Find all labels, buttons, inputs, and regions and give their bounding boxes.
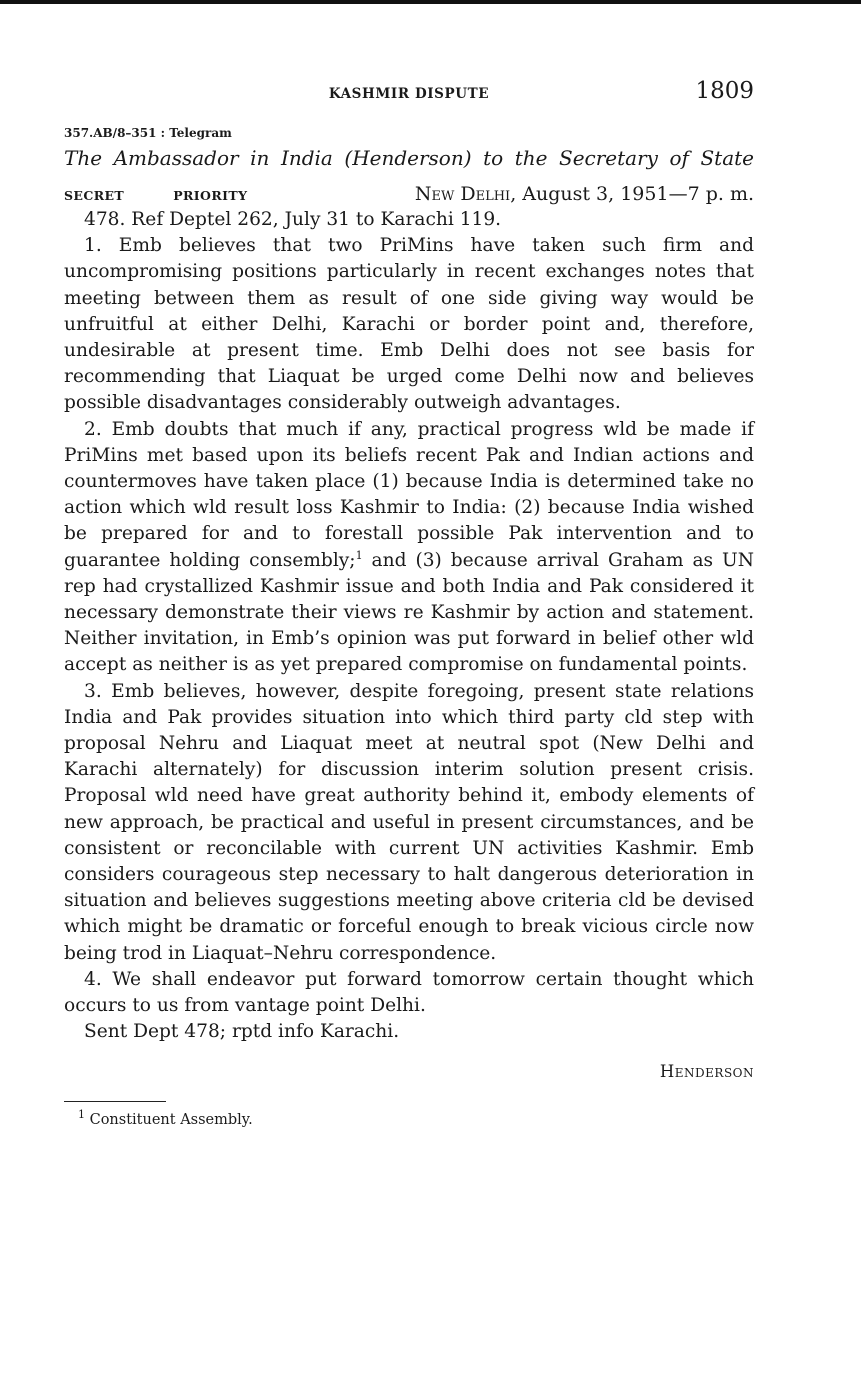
paragraph-4: 4. We shall endeavor put forward tomorrow certain thought which occurs to us from vantage point Delhi. (64, 968, 754, 1017)
footnote-reference: 1 (355, 548, 363, 562)
footnote-text: Constituent Assembly. (85, 1111, 253, 1128)
running-head (64, 78, 754, 112)
paragraph-2-text-b: and (3) because arrival Graham as UN rep had crystallized Kashmir issue and both India and Pak considered it necessary demonstrate their views re Kashmir by action and statement. Neither invitation, in Emb’s opinion was put forward in belief other wld accept as neither is as yet prepared compromise on fundamental points. (64, 549, 754, 676)
dateline-city: New Delhi (414, 183, 511, 205)
file-reference: 357.AB/8–351 : Telegram (64, 126, 232, 140)
dateline-date: , August 3, 1951—7 p. m. (510, 183, 754, 205)
footnote-marker: 1 (78, 1107, 85, 1121)
classification-labels (64, 185, 291, 204)
footnote-divider (64, 1101, 166, 1102)
precedence-label: PRIORITY (173, 188, 248, 203)
paragraph-2-text-a: 2. Emb doubts that much if any, practical progress wld be made if PriMins met based upon its beliefs recent Pak and Indian actions and countermoves have taken place (1) because India is determined take no action which wld result loss Kashmir to India: (2) because India wished be prepared for and to forestall possible Pak intervention and to guarantee holding consembly; (64, 418, 754, 571)
paragraph-2 (64, 417, 754, 679)
footnote (78, 1107, 754, 1128)
telegram-body (64, 207, 754, 1046)
paragraph-1: 1. Emb believes that two PriMins have taken such firm and uncompromising positions particularly in recent exchanges notes that meeting between them as result of one side giving way would be unfruitful at either Delhi, Karachi or border point and, therefore, undesirable at present time. Emb Delhi does not see basis for recommending that Liaquat be urged come Delhi now and believes possible disadvantages considerably outweigh advantages. (64, 235, 754, 414)
signature: Henderson (659, 1061, 754, 1081)
telegram-header-line (64, 183, 754, 205)
document-page (64, 78, 754, 1128)
top-border-line (0, 0, 861, 4)
classification-label: SECRET (64, 188, 125, 203)
paragraph-3: 3. Emb believes, however, despite foregoing, present state relations India and Pak provides situation into which third party cld step with proposal Nehru and Liaquat meet at neutral spot (New Delhi and Karachi alternately) for discussion interim solution present crisis. Proposal wld need have great authority behind it, embody elements of new approach, be practical and useful in present circumstances, and be consistent or reconcilable with current UN activities Kashmir. Emb considers courageous step necessary to halt dangerous deterioration in situation and believes suggestions meeting above criteria cld be devised which might be dramatic or forceful enough to break vicious circle now being trod in Liaquat–Nehru correspondence. (64, 680, 754, 964)
document-title: The Ambassador in India (Henderson) to the Secretary of State (64, 146, 754, 170)
dateline (415, 183, 754, 205)
reference-paragraph: 478. Ref Deptel 262, July 31 to Karachi 119. (84, 209, 502, 230)
page-number: 1809 (695, 78, 754, 104)
distribution-line: Sent Dept 478; rptd info Karachi. (84, 1021, 400, 1043)
running-head-title: KASHMIR DISPUTE (328, 86, 490, 102)
